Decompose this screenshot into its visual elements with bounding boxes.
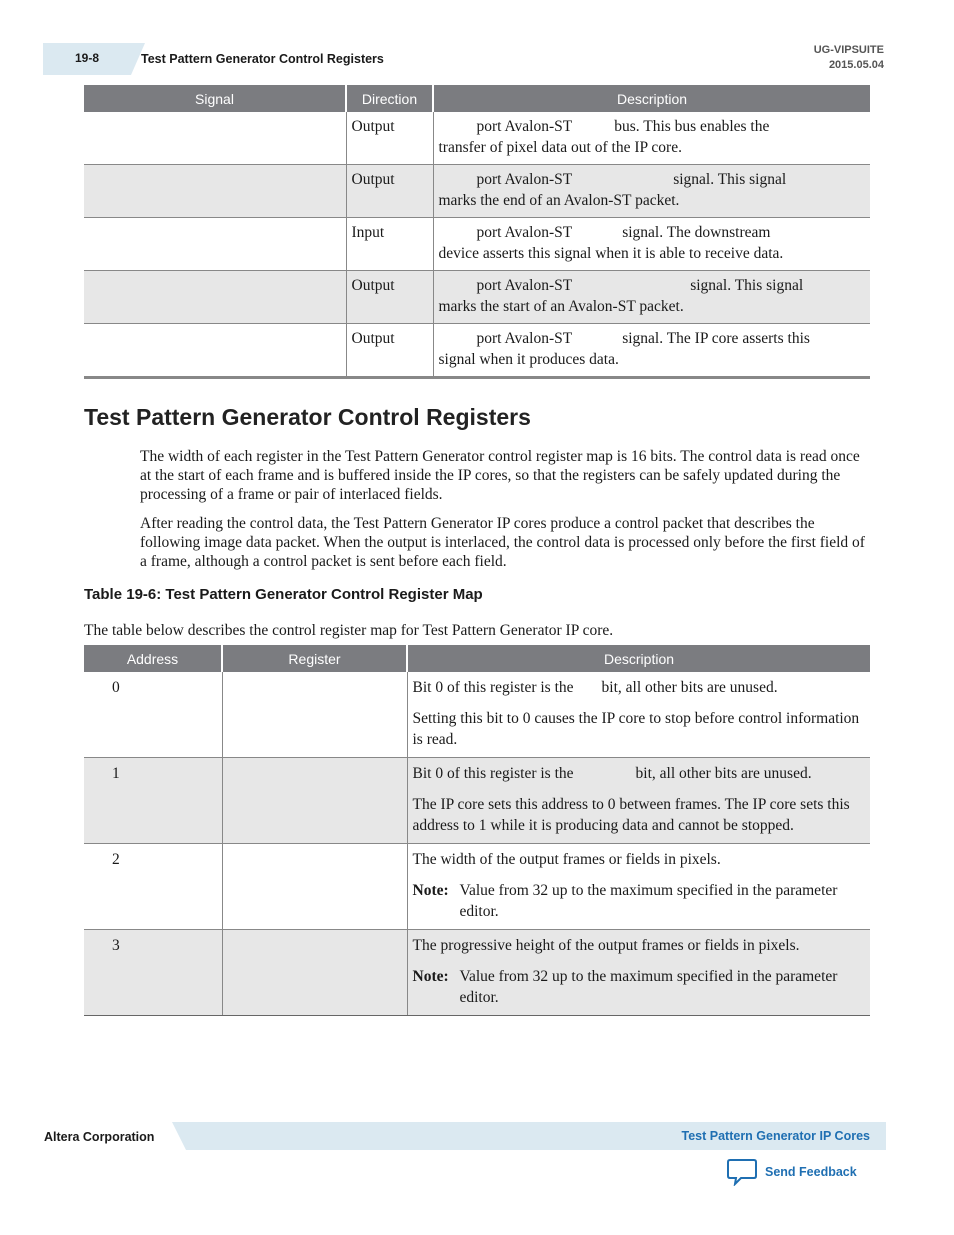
table-row <box>84 271 870 324</box>
desc-part: The width of the output frames or fields in pixels. <box>412 851 721 868</box>
paragraph: The width of each register in the Test Pattern Generator control register map is 16 bits. The control data is read once at the start of each frame and is buffered inside the IP cores, so that the registers can be safely updated during the processing of a frame or pair of interlaced fields. <box>140 448 860 503</box>
table-row <box>84 112 870 165</box>
header-doc-info <box>814 43 884 73</box>
table-intro: The table below describes the control register map for Test Pattern Generator IP core. <box>84 622 614 639</box>
section-heading: Test Pattern Generator Control Registers <box>84 404 531 430</box>
desc-part: port Avalon-ST <box>476 330 573 347</box>
signal-cell <box>84 165 346 218</box>
desc-part: Setting this bit to 0 causes the IP core to stop before control information is read. <box>412 710 860 748</box>
description-cell <box>433 165 870 218</box>
doc-id: UG-VIPSUITE <box>813 44 884 56</box>
register-cell <box>222 672 407 758</box>
table-row <box>84 218 870 271</box>
feedback-icon <box>727 1158 757 1186</box>
description-cell <box>433 324 870 378</box>
description-cell <box>407 930 870 1016</box>
footer-chapter-link[interactable]: Test Pattern Generator IP Cores <box>681 1129 870 1143</box>
register-table <box>84 645 870 1016</box>
table-row <box>84 672 870 758</box>
signal-cell <box>84 271 346 324</box>
address-cell: 1 <box>84 758 222 844</box>
description-cell <box>433 112 870 165</box>
direction-cell: Output <box>346 324 433 378</box>
direction-cell: Output <box>346 112 433 165</box>
note-text: Value from 32 up to the maximum specified in the parameter editor. <box>459 968 838 1006</box>
desc-part: The progressive height of the output frames or fields in pixels. <box>412 937 800 954</box>
desc-part: port Avalon-ST <box>476 224 573 241</box>
description-cell <box>407 758 870 844</box>
address-cell: 2 <box>84 844 222 930</box>
address-cell: 3 <box>84 930 222 1016</box>
desc-part: port Avalon-ST <box>476 118 573 135</box>
note <box>413 966 866 1008</box>
desc-part: marks the end of an Avalon-ST packet. <box>438 192 680 209</box>
table-row <box>84 758 870 844</box>
desc-part: transfer of pixel data out of the IP core. <box>438 139 682 156</box>
direction-cell: Output <box>346 165 433 218</box>
note-label: Note: <box>412 882 449 899</box>
page-number: 19-8 <box>75 51 100 65</box>
col-header-address: Address <box>84 645 222 672</box>
desc-part: port Avalon-ST <box>476 171 573 188</box>
table-row <box>84 844 870 930</box>
signal-cell <box>84 112 346 165</box>
description-cell <box>433 218 870 271</box>
col-header-description: Description <box>407 645 870 672</box>
description-cell <box>407 672 870 758</box>
description-cell <box>407 844 870 930</box>
desc-part: device asserts this signal when it is able to receive data. <box>438 245 784 262</box>
desc-part: signal. This signal <box>690 277 804 294</box>
desc-part: signal. The downstream <box>622 224 771 241</box>
table-caption: Table 19-6: Test Pattern Generator Control Register Map <box>84 586 483 603</box>
doc-date: 2015.05.04 <box>828 59 884 71</box>
paragraph: After reading the control data, the Test Pattern Generator IP cores produce a control packet that describes the following image data packet. When the output is interlaced, the control data is processed only before the first field of a frame, although a control packet is sent before each field. <box>140 515 865 570</box>
desc-part: marks the start of an Avalon-ST packet. <box>438 298 684 315</box>
note <box>413 880 866 922</box>
direction-cell: Output <box>346 271 433 324</box>
table-row <box>84 324 870 378</box>
col-header-direction: Direction <box>346 85 433 112</box>
signal-cell <box>84 218 346 271</box>
footer-company: Altera Corporation <box>44 1130 155 1144</box>
address-cell: 0 <box>112 679 120 696</box>
col-header-signal: Signal <box>84 85 346 112</box>
signal-cell <box>84 324 346 378</box>
register-cell <box>222 930 407 1016</box>
desc-part: bus. This bus enables the <box>614 118 770 135</box>
desc-part: port Avalon-ST <box>476 277 573 294</box>
table-row <box>84 930 870 1016</box>
desc-part: bit, all other bits are unused. <box>601 679 778 696</box>
desc-part: signal. This signal <box>673 171 787 188</box>
signal-table <box>84 85 870 379</box>
register-cell <box>222 758 407 844</box>
desc-part: Bit 0 of this register is the <box>412 765 574 782</box>
desc-part: signal when it produces data. <box>438 351 619 368</box>
description-cell <box>433 271 870 324</box>
register-cell <box>222 844 407 930</box>
header-section-title: Test Pattern Generator Control Registers <box>141 52 384 66</box>
desc-part: bit, all other bits are unused. <box>635 765 812 782</box>
send-feedback-link[interactable] <box>727 1158 857 1186</box>
send-feedback-label[interactable]: Send Feedback <box>765 1165 857 1179</box>
note-label: Note: <box>412 968 449 985</box>
note-text: Value from 32 up to the maximum specified in the parameter editor. <box>459 882 838 920</box>
direction-cell: Input <box>346 218 433 271</box>
table-row <box>84 165 870 218</box>
col-header-description: Description <box>433 85 870 112</box>
col-header-register: Register <box>222 645 407 672</box>
desc-part: signal. The IP core asserts this <box>622 330 810 347</box>
desc-part: Bit 0 of this register is the <box>412 679 574 696</box>
desc-part: The IP core sets this address to 0 between frames. The IP core sets this address to 1 while it is producing data and cannot be stopped. <box>412 796 850 834</box>
